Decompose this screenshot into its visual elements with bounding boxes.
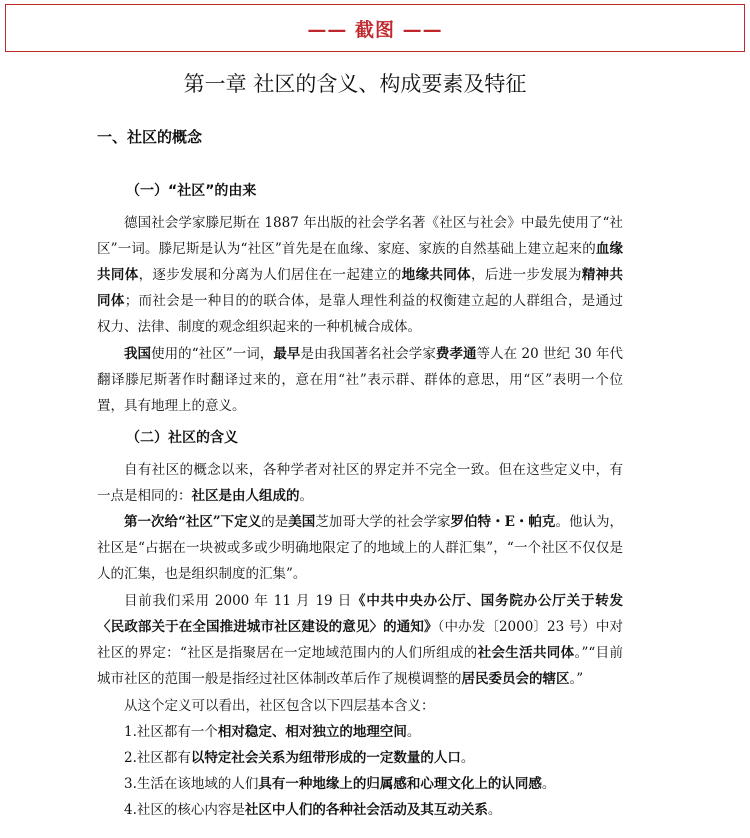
paragraph-common-point: 自有社区的概念以来，各种学者对社区的界定并不完全一致。但在这些定义中，有一点是相同的：社区是由人组成的。 [97, 462, 623, 504]
paragraph-official-definition: 目前我们采用 2000 年 11 月 19 日《中共中央办公厅、国务院办公厅关于转发〈民政部关于在全国推进城市社区建设的意见〉的通知》（中办发〔2000〕23 号）中对社区的界定：“社区是指聚居在一定地域范围内的人们所组成的社会生活共同体。”“目前城市社区的范围一般是指经过社区体制改革后作了规模调整的居民委员会的辖区。” [97, 593, 624, 687]
list-item: 2.社区都有以特定社会关系为纽带形成的一定数量的人口。 [124, 750, 475, 766]
list-item: 1.社区都有一个相对稳定、相对独立的地理空间。 [124, 724, 421, 740]
banner-label: —— 截图 —— [307, 18, 443, 41]
paragraph-tonnies: 德国社会学家滕尼斯在 1887 年出版的社会学名著《社区与社会》中最先使用了“社区”一词。滕尼斯是认为“社区”首先是在血缘、家庭、家族的自然基础上建立起来的血缘共同体，逐步发展和分离为人们居住在一起建立的地缘共同体，后进一步发展为精神共同体；而社会是一种目的的联合体，是靠人理性利益的权衡建立起的人群组合，是通过权力、法律、制度的观念组织起来的一种机械合成体。 [97, 215, 624, 335]
paragraph-park-definition: 第一次给“社区”下定义的是美国芝加哥大学的社会学家罗伯特・E・帕克。他认为，社区是“占据在一块被或多或少明确地限定了的地域上的人群汇集”，“一个社区不仅仅是人的汇集，也是组织制度的汇集”。 [97, 514, 624, 582]
paragraph-four-meanings-intro: 从这个定义可以看出，社区包含以下四层基本含义： [124, 698, 435, 714]
list-item: 4.社区的核心内容是社区中人们的各种社会活动及其互动关系。 [124, 802, 502, 818]
list-item: 3.生活在该地域的人们具有一种地缘上的归属感和心理文化上的认同感。 [124, 776, 556, 792]
subsection-heading-origin: （一）“社区”的由来 [126, 183, 257, 199]
paragraph-fei-xiaotong: 我国使用的“社区”一词，最早是由我国著名社会学家费孝通等人在 20 世纪 30 年代翻译滕尼斯著作时翻译过来的，意在用“社”表示群、群体的意思，用“区”表明一个位置，具有地理上的意义。 [97, 346, 624, 414]
screenshot-banner [5, 4, 745, 52]
subsection-heading-meaning: （二）社区的含义 [126, 430, 238, 446]
chapter-title: 第一章 社区的含义、构成要素及特征 [183, 72, 527, 96]
section-heading-concept: 一、社区的概念 [97, 128, 203, 146]
